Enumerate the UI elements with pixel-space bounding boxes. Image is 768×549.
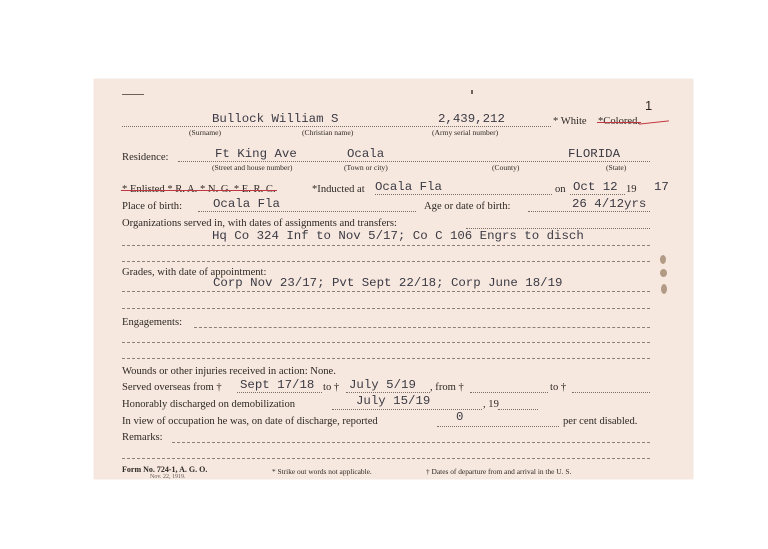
caption-town: (Town or city): [344, 163, 388, 172]
overseas-from2-line: [470, 392, 548, 393]
remarks-line-2: [122, 458, 650, 459]
caption-surname: (Surname): [189, 128, 222, 137]
inducted-year-value: 17: [654, 180, 669, 194]
residence-line: [178, 161, 650, 162]
stain-mark-1: [660, 255, 666, 264]
inducted-place-value: Ocala Fla: [375, 180, 442, 194]
inducted-date-line: [570, 194, 625, 195]
age-value: 26 4/12yrs: [572, 197, 647, 211]
overseas-from-value: Sept 17/18: [240, 378, 315, 392]
on-label: on: [555, 184, 566, 195]
overseas-to2-line: [572, 392, 650, 393]
inducted-date-value: Oct 12: [573, 180, 618, 194]
footnote-strike: * Strike out words not applicable.: [272, 467, 372, 476]
serial-number-value: 2,439,212: [438, 112, 505, 126]
organizations-label: Organizations served in, with dates of assignments and transfers:: [122, 218, 397, 229]
red-strike-extension: [639, 120, 669, 124]
age-label: Age or date of birth:: [424, 201, 511, 212]
name-line: [122, 126, 551, 127]
overseas-to2-label: to †: [550, 382, 567, 393]
engagements-line-2: [122, 342, 650, 343]
enlisted-options: * Enlisted * R. A. * N. G. * E. R. C.: [122, 184, 276, 195]
disability-suffix: per cent disabled.: [563, 416, 638, 427]
top-left-dash: [122, 94, 144, 95]
caption-street: (Street and house number): [212, 163, 293, 172]
birthplace-line: [198, 211, 416, 212]
service-record-card: [94, 79, 693, 479]
remarks-label: Remarks:: [122, 432, 163, 443]
card-number: 1: [645, 98, 653, 113]
caption-state: (State): [606, 163, 627, 172]
grades-label: Grades, with date of appointment:: [122, 267, 267, 278]
caption-county: (County): [492, 163, 520, 172]
overseas-label: Served overseas from †: [122, 382, 222, 393]
street-value: Ft King Ave: [215, 147, 297, 161]
caption-christian-name: (Christian name): [302, 128, 354, 137]
overseas-from2-label: , from †: [430, 382, 464, 393]
organizations-value: Hq Co 324 Inf to Nov 5/17; Co C 106 Engrs to disch: [212, 229, 584, 243]
form-number: Form No. 724-1, A. G. O.: [122, 465, 208, 474]
race-white-option: * White: [553, 116, 587, 127]
town-value: Ocala: [347, 147, 385, 161]
stain-mark-2: [660, 269, 667, 277]
birthplace-value: Ocala Fla: [213, 197, 280, 211]
discharged-year-label: , 19: [483, 399, 499, 410]
organizations-line-3: [122, 261, 650, 262]
discharged-date-value: July 15/19: [356, 394, 431, 408]
race-colored-option: *Colored.: [598, 116, 641, 127]
form-date: Nov. 22, 1919.: [150, 474, 186, 480]
birthplace-label: Place of birth:: [122, 201, 183, 212]
wounds-label: Wounds or other injuries received in action: None.: [122, 366, 336, 377]
discharged-year-line: [498, 409, 538, 410]
state-value: FLORIDA: [568, 147, 621, 161]
remarks-line-1: [172, 442, 650, 443]
inducted-line: [375, 194, 552, 195]
grades-line-1: [122, 291, 650, 292]
year-prefix: 19: [626, 184, 637, 195]
disability-value: 0: [456, 410, 464, 424]
age-line: [528, 211, 650, 212]
grades-value: Corp Nov 23/17; Pvt Sept 22/18; Corp June 18/19: [213, 276, 563, 290]
overseas-to-label: to †: [323, 382, 340, 393]
engagements-label: Engagements:: [122, 317, 183, 328]
overseas-to-line: [346, 392, 430, 393]
grades-line-2: [122, 308, 650, 309]
organizations-line-2: [122, 245, 650, 246]
residence-label: Residence:: [122, 152, 169, 163]
disability-line: [437, 426, 559, 427]
caption-serial-number: (Army serial number): [432, 128, 499, 137]
top-center-dot: [471, 90, 473, 94]
overseas-from-line: [237, 392, 322, 393]
overseas-to-value: July 5/19: [349, 378, 416, 392]
engagements-line-1: [194, 327, 650, 328]
engagements-line-3: [122, 358, 650, 359]
name-value: Bullock William S: [212, 112, 339, 126]
disability-label: In view of occupation he was, on date of discharge, reported: [122, 416, 378, 427]
discharged-label: Honorably discharged on demobilization: [122, 399, 296, 410]
inducted-label: *Inducted at: [312, 184, 365, 195]
stain-mark-3: [661, 284, 667, 294]
footnote-dates: † Dates of departure from and arrival in the U. S.: [426, 467, 572, 476]
